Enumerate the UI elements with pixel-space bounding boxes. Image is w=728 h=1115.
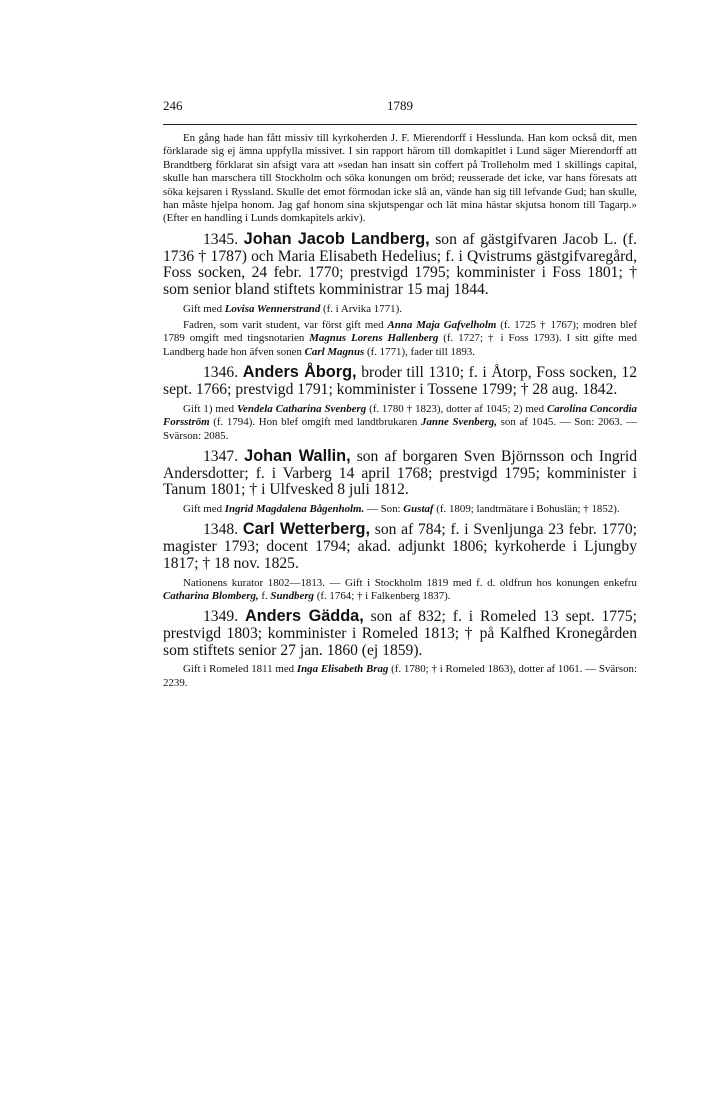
note-text: Gift 1) med: [183, 402, 237, 415]
note-text: son af 1045. — Son: 2063. — Svärson: 2085.: [163, 416, 637, 442]
note-italic-name: Sundberg: [270, 589, 315, 602]
entry-note: [163, 503, 637, 516]
note-text: (f. 1809; landtmätare i Bohuslän; † 1852).: [433, 503, 620, 516]
page-number: 246: [163, 98, 183, 113]
entry-note: [163, 577, 637, 604]
page-header: [163, 98, 637, 118]
note-text: (f. 1727; † i Foss 1793). I sitt gifte med Landberg hade hon äfven sonen: [163, 332, 637, 358]
note-text: (f. 1771), fader till 1893.: [364, 345, 475, 358]
note-italic-name: Catharina Blomberg,: [163, 589, 259, 602]
note-italic-name: Anna Maja Gafvelholm: [387, 319, 497, 332]
note-text: — Son:: [364, 503, 404, 516]
note-text: (f. i Arvika 1771).: [320, 302, 402, 315]
note-text: (f. 1794). Hon blef omgift med landtbrukaren: [209, 416, 421, 429]
note-italic-name: Carl Magnus: [304, 345, 365, 358]
note-italic-name: Vendela Catharina Svenberg: [237, 402, 367, 415]
running-year: 1789: [387, 98, 413, 113]
note-italic-name: Ingrid Magdalena Bågenholm.: [224, 503, 365, 516]
entry-text: son af gästgifvaren Jacob L. (f. 1736 † 1787) och Maria Elisabeth Hedelius; f. i Qvistrums gästgifvaregård, Foss socken, 24 febr. 1770; prestvigd 1795; komminister i Foss 1801; † som senior bland stiftets komministrar 15 maj 1844.: [163, 230, 638, 298]
header-rule: [163, 124, 637, 125]
entry-note: [163, 663, 637, 690]
note-text: Gift med: [183, 302, 225, 315]
entry-note: [163, 319, 637, 359]
entry-text: broder till 1310; f. i Åtorp, Foss socken, 12 sept. 1766; prestvigd 1791; komminister i Tossene 1799; † 28 aug. 1842.: [163, 364, 637, 398]
entry-name: Anders Gädda,: [244, 607, 364, 626]
entry-1: [163, 231, 637, 299]
entry-note: [163, 403, 637, 443]
note-text: (f. 1780; † i Romeled 1863), dotter af 1061. — Svärson: 2239.: [163, 663, 637, 689]
entry-name: Carl Wetterberg,: [242, 520, 371, 539]
entry-text: son af 832; f. i Romeled 13 sept. 1775; prestvigd 1803; komminister i Romeled 1813; † på Kalfhed Kronegården som stiftets senior 27 jan. 1860 (ej 1859).: [163, 608, 638, 659]
entry-text: son af borgaren Sven Björnsson och Ingrid Andersdotter; f. i Varberg 14 april 1768; prestvigd 1795; komminister i Tanum 1801; † i Ulfvesked 8 juli 1812.: [163, 447, 638, 499]
note-italic-name: Janne Svenberg,: [421, 416, 497, 429]
entry-name: Anders Åborg,: [242, 363, 357, 382]
entries-list: [163, 231, 637, 690]
entry-text: son af 784; f. i Svenljunga 23 febr. 1770; magister 1793; docent 1794; akad. adjunkt 1806; kyrkoherde i Ljungby 1817; † 18 nov. 1825.: [163, 521, 637, 572]
entry-name: Johan Jacob Landberg,: [243, 229, 430, 248]
note-text: Gift med: [183, 503, 225, 516]
note-italic-name: Lovisa Wennerstrand: [224, 302, 321, 315]
entry-3: [163, 448, 637, 499]
note-italic-name: Magnus Lorens Hallenberg: [309, 332, 439, 345]
note-text: Fadren, som varit student, var först gift med: [183, 319, 388, 332]
note-text: Gift i Romeled 1811 med: [183, 663, 297, 676]
note-text: Nationens kurator 1802—1813. — Gift i Stockholm 1819 med f. d. oldfrun hos konungen enkefru: [183, 576, 637, 589]
entry-number: 1347.: [203, 447, 245, 465]
entry-number: 1348.: [203, 521, 243, 539]
intro-paragraph: En gång hade han fått missiv till kyrkoherden J. F. Mierendorff i Hesslunda. Han kom också dit, men förklarade sig ej ämna uppfylla missivet. I sin rapport härom till domkapitlet i Lund säger Mierendorff att Brandtberg förklarat sin afsigt vara att »sedan han insatt sin coffert på Trolleholm med 1 skillings capital, skulle han marschera till Stockholm och söka konungen om bröd; reusserade det icke, var hans föresats att söka kejsaren i Ryssland. Skulle det emot förmodan icke slå an, vände han sig till lefvande Gud; han skulle, han måste hjelpa honom. Jag gaf honom sina skjutspengar och lät mina hästar skjutsa honom till Tagarp.» (Efter en handling i Lunds domkapitels arkiv).: [163, 132, 637, 225]
note-text: (f. 1725 † 1767); modren blef 1789 omgift med tingsnotarien: [163, 319, 638, 345]
entry-5: [163, 608, 637, 659]
book-page: [163, 98, 637, 693]
entry-number: 1345.: [203, 230, 244, 248]
note-text: (f. 1764; † i Falkenberg 1837).: [314, 589, 451, 602]
entry-2: [163, 364, 637, 398]
note-text: f.: [258, 589, 271, 602]
note-italic-name: Inga Elisabeth Brag: [296, 663, 389, 676]
note-text: (f. 1780 † 1823), dotter af 1045; 2) med: [366, 402, 547, 415]
entry-number: 1346.: [203, 364, 243, 382]
entry-name: Johan Wallin,: [244, 446, 351, 465]
note-italic-name: Carolina Concordia Forsström: [163, 402, 637, 429]
entry-4: [163, 521, 637, 572]
note-italic-name: Gustaf: [403, 503, 434, 516]
entry-number: 1349.: [203, 608, 245, 626]
entry-note: [163, 303, 637, 316]
